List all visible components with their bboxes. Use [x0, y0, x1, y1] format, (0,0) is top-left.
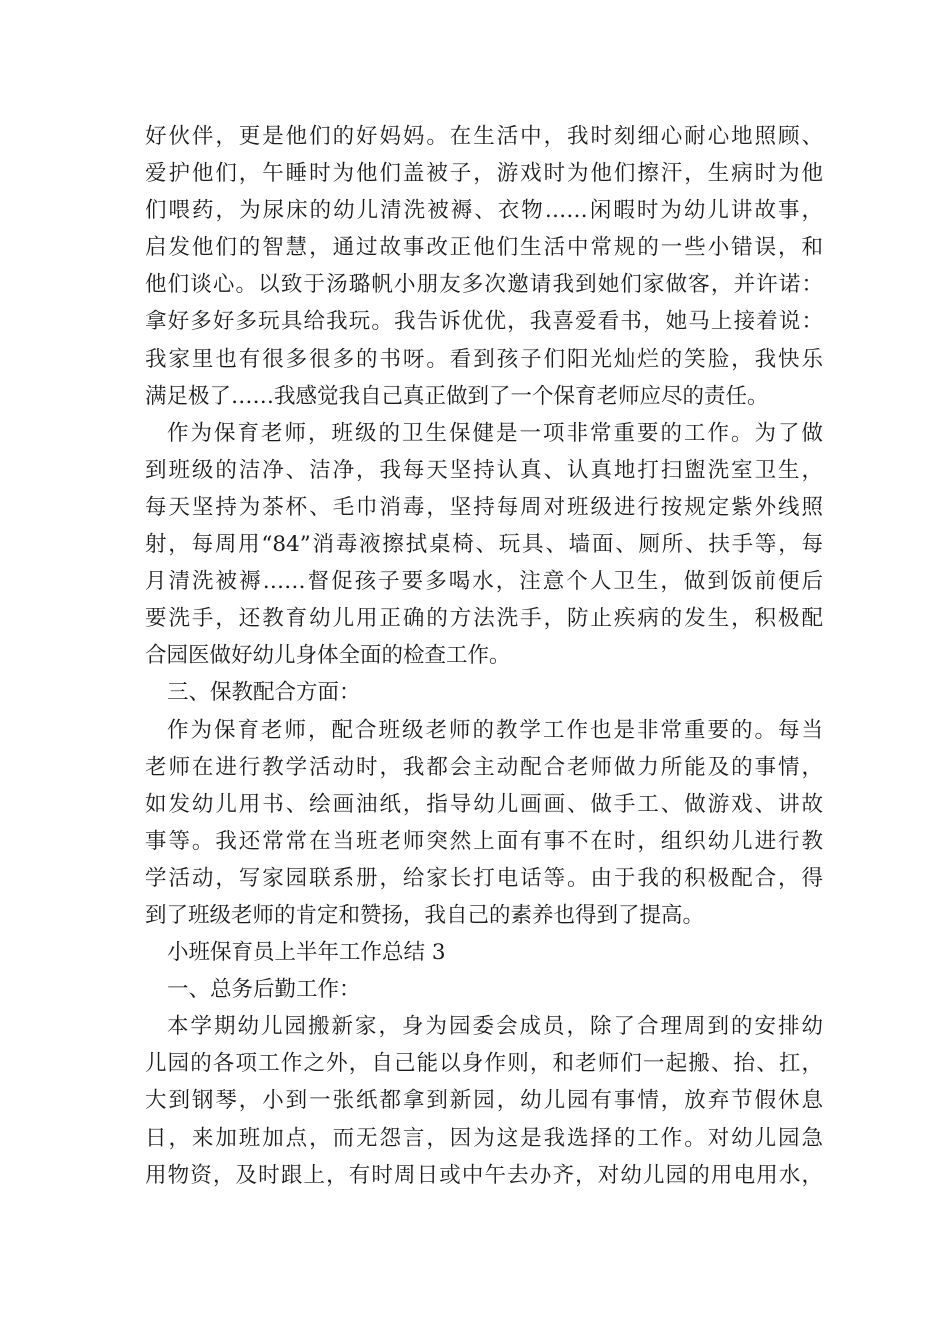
- text-line: 老师在进行教学活动时，我都会主动配合老师做力所能及的事情，: [145, 754, 823, 780]
- text-line: 作为保育老师，配合班级老师的教学工作也是非常重要的。每当: [167, 717, 823, 743]
- text-line: 爱护他们，午睡时为他们盖被子，游戏时为他们擦汗，生病时为他: [145, 161, 823, 187]
- text-line: 学活动，写家园联系册，给家长打电话等。由于我的积极配合，得: [145, 865, 823, 891]
- text-line: 作为保育老师，班级的卫生保健是一项非常重要的工作。为了做: [167, 420, 823, 446]
- text-line: 合园医做好幼儿身体全面的检查工作。: [145, 643, 511, 669]
- text-line: 一、总务后勤工作：: [167, 977, 361, 1003]
- text-line: 满足极了……我感觉我自己真正做到了一个保育老师应尽的责任。: [145, 383, 769, 409]
- text-line: 如发幼儿用书、绘画油纸，指导幼儿画画、做手工、做游戏、讲故: [145, 791, 823, 817]
- text-line: 每天坚持为茶杯、毛巾消毒，坚持每周对班级进行按规定紫外线照: [145, 494, 823, 520]
- text-line: 大到钢琴，小到一张纸都拿到新园，幼儿园有事情，放弃节假休息: [145, 1088, 823, 1114]
- text-line: 到了班级老师的肯定和赞扬，我自己的素养也得到了提高。: [145, 902, 705, 928]
- text-line: 事等。我还常常在当班老师突然上面有事不在时，组织幼儿进行教: [145, 828, 823, 854]
- text-line: 月清洗被褥……督促孩子要多喝水，注意个人卫生，做到饭前便后: [145, 569, 823, 595]
- document-body: [145, 118, 823, 1194]
- text-line: 用物资，及时跟上，有时周日或中午去办齐，对幼儿园的用电用水，: [145, 1162, 823, 1188]
- text-line: 日，来加班加点，而无怨言，因为这是我选择的工作。对幼儿园急: [145, 1125, 823, 1151]
- text-line: 他们谈心。以致于汤璐帆小朋友多次邀请我到她们家做客，并许诺：: [145, 272, 823, 298]
- text-line: 要洗手，还教育幼儿用正确的方法洗手，防止疾病的发生，积极配: [145, 606, 823, 632]
- text-line: 们喂药，为尿床的幼儿清洗被褥、衣物……闲暇时为幼儿讲故事，: [145, 198, 823, 224]
- text-line: 本学期幼儿园搬新家，身为园委会成员，除了合理周到的安排幼: [167, 1014, 823, 1040]
- text-line: 我家里也有很多很多的书呀。看到孩子们阳光灿烂的笑脸，我快乐: [145, 346, 823, 372]
- text-line: 儿园的各项工作之外，自己能以身作则，和老师们一起搬、抬、扛，: [145, 1051, 823, 1077]
- text-line: 到班级的洁净、洁净，我每天坚持认真、认真地打扫盥洗室卫生，: [145, 457, 823, 483]
- text-line: 射，每周用“84”消毒液擦拭桌椅、玩具、墙面、厕所、扶手等，每: [145, 532, 823, 558]
- text-line: 好伙伴，更是他们的好妈妈。在生活中，我时刻细心耐心地照顾、: [145, 124, 823, 149]
- text-line: 三、保教配合方面：: [167, 680, 361, 706]
- text-line: 启发他们的智慧，通过故事改正他们生活中常规的一些小错误，和: [145, 235, 823, 261]
- text-line: 小班保育员上半年工作总结 3: [167, 940, 446, 966]
- text-line: 拿好多好多玩具给我玩。我告诉优优，我喜爱看书，她马上接着说：: [145, 309, 823, 335]
